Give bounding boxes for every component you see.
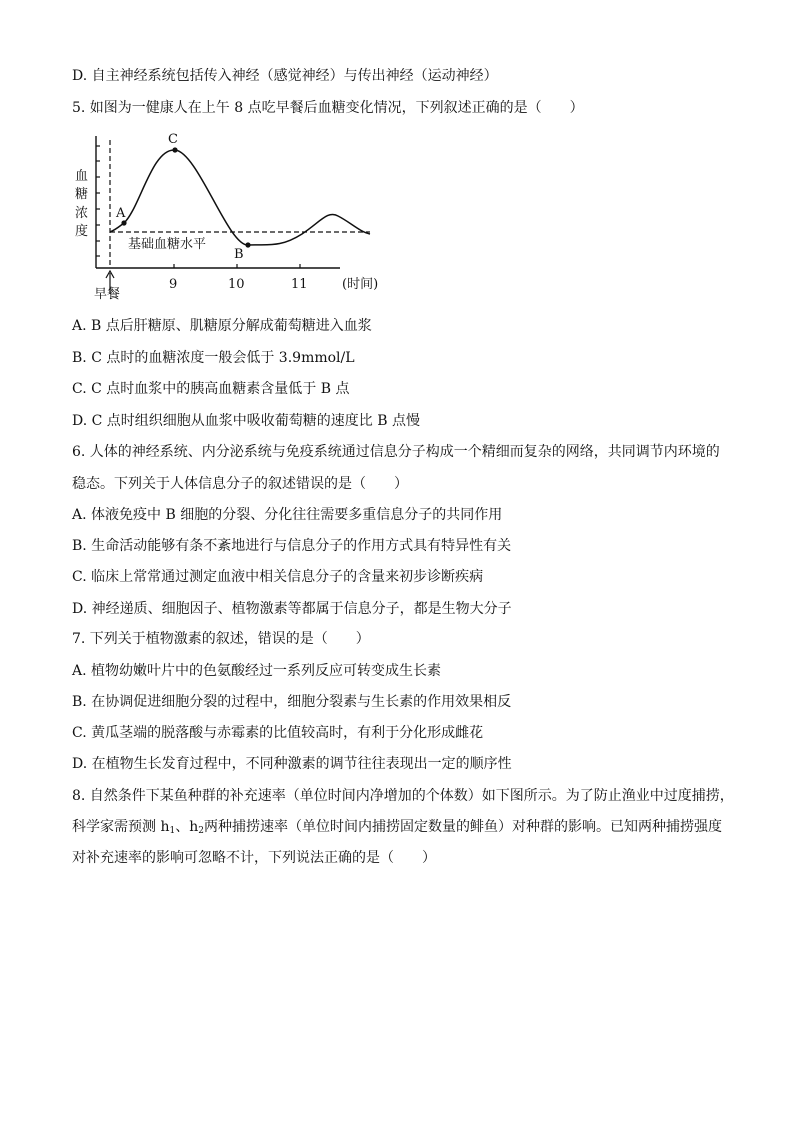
q8-stem-line2: 科学家需预测 $h_1$、$h_2$两种捕捞速率（单位时间内捕捞固定数量的鲱鱼）对种群的影响。已知两种捕捞强度 [72,819,722,836]
baseline-label: 基础血糖水平 [128,237,207,252]
blood-glucose-figure [70,128,390,303]
point-b [245,242,250,247]
q5-option-a: A. B 点后肝糖原、肌糖原分解成葡萄糖进入血浆 [72,318,372,334]
ylabel-char-2: 糖 [75,187,89,202]
q4-option-d: D. 自主神经系统包括传入神经（感觉神经）与传出神经（运动神经） [72,68,498,84]
q6-stem-line2: 稳态。下列关于人体信息分子的叙述错误的是（ ） [72,476,408,492]
breakfast-label: 早餐 [94,287,121,302]
point-c [172,147,177,152]
x-tick-11: 11 [291,277,308,292]
q7-option-a: A. 植物幼嫩叶片中的色氨酸经过一系列反应可转变成生长素 [72,663,442,679]
q6-stem-line1: 6. 人体的神经系统、内分泌系统与免疫系统通过信息分子构成一个精细而复杂的网络，共同调节内环境的 [72,444,720,460]
label-b: B [234,247,244,262]
x-tick-9: 9 [169,277,178,292]
x-unit-label: (时间) [342,277,379,292]
q5-option-b: B. C 点时的血糖浓度一般会低于 3.9mmol/L [72,350,355,366]
q8-stem-line3: 对补充速率的影响可忽略不计，下列说法正确的是（ ） [72,850,436,866]
q6-option-a: A. 体液免疫中 B 细胞的分裂、分化往往需要多重信息分子的共同作用 [72,507,503,523]
q6-option-c: C. 临床上常常通过测定血液中相关信息分子的含量来初步诊断疾病 [72,569,484,585]
q5-stem: 5. 如图为一健康人在上午 8 点吃早餐后血糖变化情况，下列叙述正确的是（ ） [72,100,584,116]
q5-option-c: C. C 点时血浆中的胰高血糖素含量低于 B 点 [72,381,350,397]
label-a: A [116,206,126,221]
ylabel-char-4: 度 [75,224,89,239]
x-tick-10: 10 [228,277,245,292]
q7-stem: 7. 下列关于植物激素的叙述，错误的是（ ） [72,631,370,647]
q5-option-d: D. C 点时组织细胞从血浆中吸收葡萄糖的速度比 B 点慢 [72,413,420,429]
label-c: C [168,132,178,147]
q7-option-d: D. 在植物生长发育过程中，不同种激素的调节往往表现出一定的顺序性 [72,756,512,772]
glucose-curve [110,150,370,245]
q6-option-b: B. 生命活动能够有条不紊地进行与信息分子的作用方式具有特异性有关 [72,538,512,554]
point-a [121,220,126,225]
q7-option-c: C. 黄瓜茎端的脱落酸与赤霉素的比值较高时，有利于分化形成雌花 [72,725,484,741]
q8-stem-line1: 8. 自然条件下某鱼种群的补充速率（单位时间内净增加的个体数）如下图所示。为了防止渔业中过度捕捞， [72,788,734,804]
q6-option-d: D. 神经递质、细胞因子、植物激素等都属于信息分子，都是生物大分子 [72,601,512,617]
ylabel-char-1: 血 [75,169,89,184]
q7-option-b: B. 在协调促进细胞分裂的过程中，细胞分裂素与生长素的作用效果相反 [72,694,512,710]
ylabel-char-3: 浓 [75,206,89,221]
